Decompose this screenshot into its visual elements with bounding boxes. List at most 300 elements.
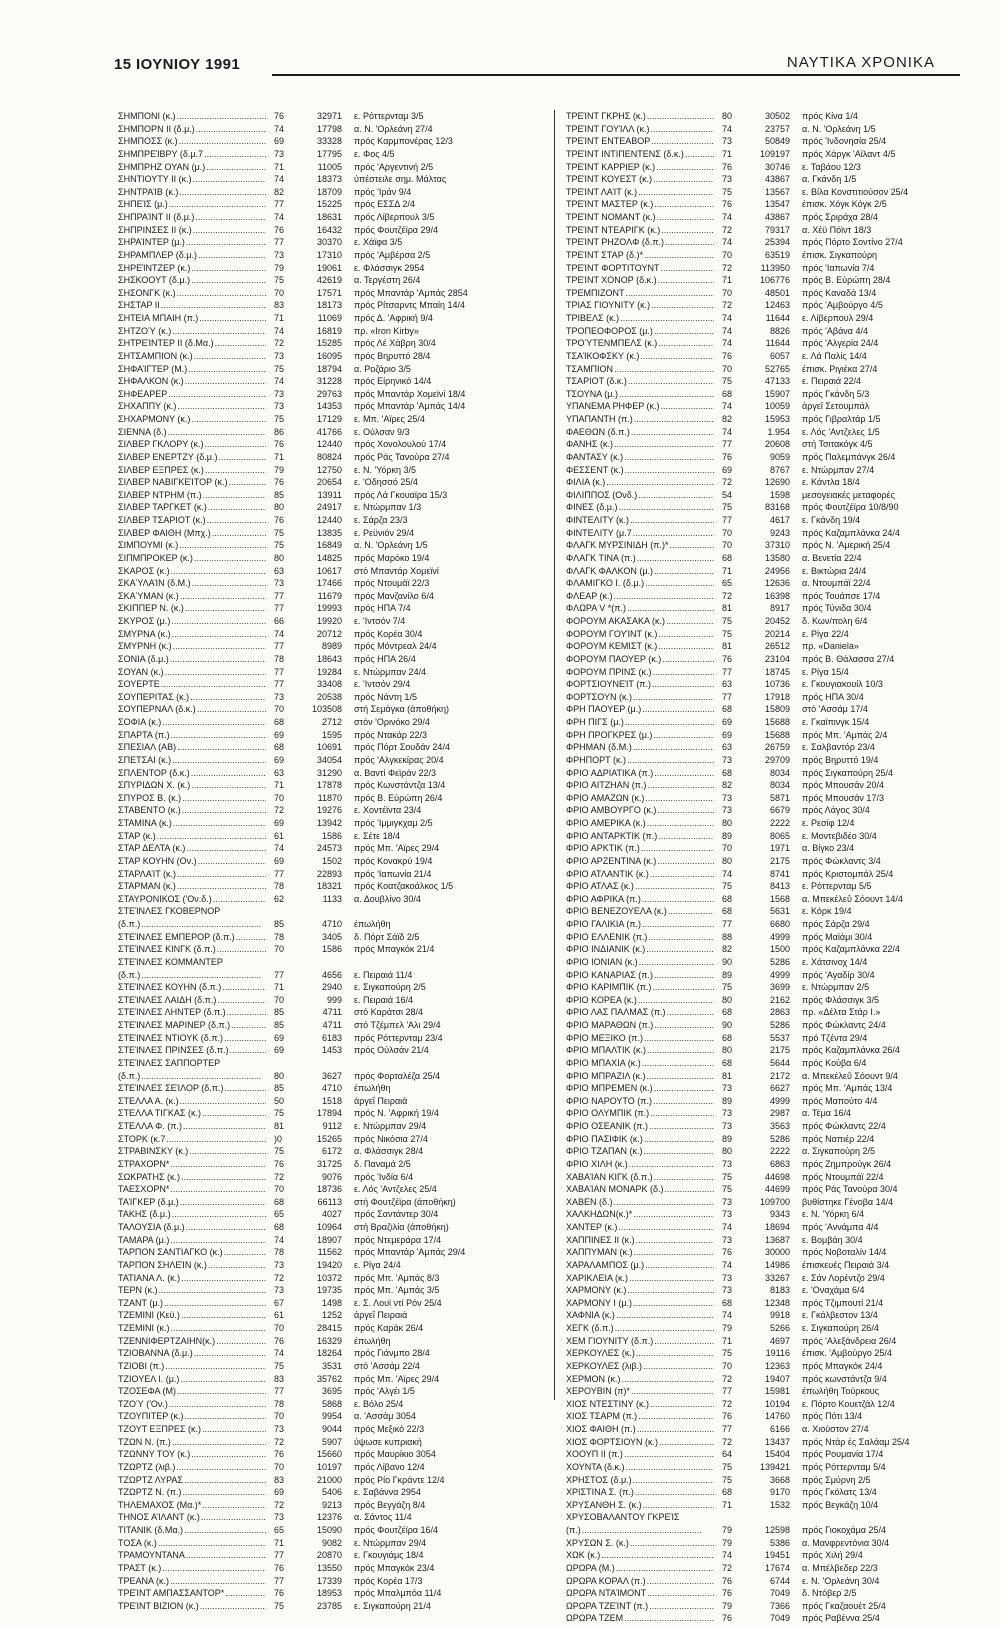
tonnage: 17795 xyxy=(316,148,342,159)
build-year: 76 xyxy=(274,1335,285,1346)
ship-row xyxy=(118,779,544,792)
ship-name: ΦΛΑΓΚ ΤΙΝΑ (π.) ..... xyxy=(566,552,714,565)
ship-location: πρός Ρίτσαρντς Μπαίη 14/4 xyxy=(354,300,466,311)
build-year: 72 xyxy=(722,262,733,273)
build-year: 74 xyxy=(722,868,733,879)
tonnage: 33408 xyxy=(316,679,342,690)
tonnage: 18736 xyxy=(316,1184,342,1195)
tonnage: 12440 xyxy=(316,515,342,525)
ship-location: πρός Φορταλέζα 25/4 xyxy=(354,1070,441,1081)
ship-row xyxy=(118,1461,544,1474)
tonnage: 16095 xyxy=(316,350,342,361)
tonnage: 18745 xyxy=(764,666,790,677)
ship-location: ε. Ταβάου 12/3 xyxy=(802,161,861,172)
tonnage: 2863 xyxy=(769,1007,790,1018)
tonnage: 23757 xyxy=(764,123,790,134)
ship-location: πρός Μαπούτο 4/4 xyxy=(802,1095,878,1106)
build-year: 75 xyxy=(274,414,285,424)
ship-location: πρός Μεξικό 22/3 xyxy=(354,1424,425,1434)
ship-name: ΣΗΦΑΛΚΟΝ (κ.) ..... xyxy=(118,375,266,388)
ship-name: ΧΟΥΝΤΑ (δ.κ.) ..... xyxy=(566,1461,714,1474)
tonnage: 9918 xyxy=(769,1310,790,1321)
ship-name: ΣΤΑΡΜΑΝ (κ.) ..... xyxy=(118,880,266,893)
build-year: 61 xyxy=(274,1310,285,1321)
tonnage: 44698 xyxy=(764,1171,790,1182)
ship-location: ε. Πόρτο Κουετζάλ 12/4 xyxy=(802,1398,895,1409)
tonnage: 4999 xyxy=(769,969,790,980)
ship-name: ΦΟΡΤΣΙΟΥΝΕΊΤ (π.) ..... xyxy=(566,678,714,691)
build-year: 76 xyxy=(274,1562,285,1573)
ship-row xyxy=(118,161,544,174)
ship-row xyxy=(118,262,544,275)
ship-name: ΣΟΥΑΝ (κ.) ..... xyxy=(118,666,266,679)
ship-name: ΧΙΟΣ ΦΑΙΘΗ (π.) ..... xyxy=(566,1423,714,1436)
ship-location: πρός Γκαζαουέτ 25/4 xyxy=(802,1600,886,1611)
build-year: 76 xyxy=(274,477,285,488)
tonnage: 1971 xyxy=(769,843,790,854)
ship-location: πρός Γκάνδη 5/3 xyxy=(802,388,870,399)
ship-location: πρός Λέ Χάβρη 30/4 xyxy=(354,338,436,349)
ship-location: πρός 'Αλεξάνδρεια 26/4 xyxy=(802,1335,897,1346)
ship-location: πρός Φλάσσιγκ 3/5 xyxy=(802,994,880,1005)
ship-row xyxy=(566,451,992,464)
ship-location: α. Σιγκαπούρη 2/5 xyxy=(802,1146,876,1157)
tonnage: 2987 xyxy=(769,1108,790,1119)
ship-name: ΣΤΕΊΝΛΕΣ ΛΑΙΔΗ (δ.π.) ..... xyxy=(118,994,266,1007)
tonnage: 15907 xyxy=(764,388,790,399)
tonnage: 9954 xyxy=(321,1411,342,1422)
ship-row xyxy=(566,767,992,780)
ship-name: ΦΡΙΟ ΑΜΒΟΥΡΓΟ (κ.) ..... xyxy=(566,804,714,817)
ship-location: στόν 'Ορινόκο 29/4 xyxy=(354,717,430,727)
ship-location: πρός Λάγος 30/4 xyxy=(802,805,870,816)
build-year: 71 xyxy=(274,780,285,791)
ship-name: ΣΠΥΡΙΔΩΝ Χ. (κ.) ..... xyxy=(118,779,266,792)
tonnage: 999 xyxy=(326,994,342,1005)
ship-name: ΣΤΕΊΝΛΕΣ ΚΟΥΗΝ (δ.π.) ..... xyxy=(118,981,266,994)
ship-row xyxy=(118,678,544,691)
ship-location: ε. Πειραιά 16/4 xyxy=(354,994,414,1005)
tonnage: 2175 xyxy=(769,855,790,866)
tonnage: 22893 xyxy=(316,868,342,879)
ship-row xyxy=(566,224,992,237)
ship-location: πρός 'Ινδονησία 25/4 xyxy=(802,136,887,147)
ship-location: α. Ν. 'Ορλεάνη 1/5 xyxy=(802,123,876,134)
tonnage: 4027 xyxy=(321,1209,342,1220)
ship-location: πρός 'Αλγκεκίρας 20/4 xyxy=(354,754,444,765)
ship-name: ΤΖΙΟΒΙ (π.) ..... xyxy=(118,1360,266,1373)
build-year: 89 xyxy=(722,1133,733,1144)
ship-row xyxy=(566,400,992,413)
ship-location: πρός 'Αλγερία 24/4 xyxy=(802,338,879,349)
ship-location: πρός Γκόλατς 13/4 xyxy=(802,1487,877,1498)
ship-name: ΣΠΕΣΙΑΛ (ΑΒ) ..... xyxy=(118,741,266,754)
tonnage: 12463 xyxy=(764,300,790,311)
tonnage: 3668 xyxy=(769,1474,790,1485)
tonnage: 48501 xyxy=(764,287,790,298)
ship-location: πρός Γιβραλτάρ 1/5 xyxy=(802,414,881,424)
tonnage: 1568 xyxy=(769,893,790,904)
tonnage: 35762 xyxy=(316,1373,342,1384)
ship-location: πρός Λίβερπουλ 3/5 xyxy=(354,212,435,222)
ship-name: ΤΡΕΊΝΤ ΣΤΑΡ (δ.)* ..... xyxy=(566,249,714,262)
tonnage: 24917 xyxy=(316,502,342,513)
ship-location: πρός Φώκλαντς 22/4 xyxy=(802,1121,886,1131)
build-year: 69 xyxy=(722,729,733,740)
tonnage: 13687 xyxy=(764,1234,790,1245)
ship-row xyxy=(118,464,544,477)
build-year: 81 xyxy=(722,641,733,652)
tonnage: 7366 xyxy=(769,1600,790,1611)
ship-location: ε. Ντώρμπαν 1/3 xyxy=(354,502,422,513)
ship-row xyxy=(118,817,544,830)
ship-location: α. Φλάσσιγκ 28/4 xyxy=(354,1146,424,1157)
ship-row xyxy=(118,211,544,224)
ship-name: ΦΡΙΟ ΜΕΞΙΚΟ (π.) ..... xyxy=(566,1032,714,1045)
build-year: 77 xyxy=(722,1424,733,1434)
tonnage: 18373 xyxy=(316,174,342,185)
ship-name: ΤΡΕΊΝΤ ΡΗΖΟΛΦ (δ.π.) ..... xyxy=(566,236,714,249)
ship-row xyxy=(566,1259,992,1272)
ship-location: πρός 'Ινδία 6/4 xyxy=(354,1171,414,1182)
ship-row xyxy=(118,1006,544,1019)
ship-location: ε. Ντώρμπαν 29/4 xyxy=(354,1121,427,1131)
ship-location: πρός Κίνα 1/4 xyxy=(802,111,858,121)
tonnage: 11069 xyxy=(317,313,342,323)
ship-row xyxy=(118,1448,544,1461)
ship-name: ΧΑΒΑΊΑΝ ΚΙΓΚ (δ.π.) ..... xyxy=(566,1171,714,1184)
build-year: 74 xyxy=(722,123,733,134)
ship-name: ΤΑΛΟΥΣΙΑ (δ.μ.) ..... xyxy=(118,1221,266,1234)
build-year: 65 xyxy=(274,1525,285,1535)
ship-row xyxy=(566,1120,992,1133)
ship-name: ΣΙΛΒΕΡ ΕΝΕΡΤΖΥ (δ.μ.) ..... xyxy=(118,451,266,464)
build-year: 73 xyxy=(274,249,285,260)
ship-name: ΣΗΧΑΡΜΟΝΥ (κ.) ..... xyxy=(118,413,266,426)
ship-row xyxy=(118,1398,544,1411)
ship-row xyxy=(118,1511,544,1524)
ship-location: πρός Μπ. 'Αμπάς 2/4 xyxy=(802,729,888,740)
ship-name: ΣΤΕΊΝΛΕΣ ΕΜΠΕΡΟΡ (δ.π.) ..... xyxy=(118,931,266,944)
tonnage: 19276 xyxy=(316,805,342,816)
ship-row xyxy=(566,1575,992,1588)
ship-row xyxy=(118,956,544,969)
build-year: 70 xyxy=(274,1461,285,1472)
build-year: 82 xyxy=(722,944,733,955)
build-year: 75 xyxy=(722,1348,733,1359)
ship-location: πρός Βηρυττό 28/4 xyxy=(354,350,431,361)
tonnage: 4710 xyxy=(321,919,342,929)
ship-name: ΣΙΛΒΕΡ ΤΣΑΡΙΟΤ (κ.) ..... xyxy=(118,514,266,527)
build-year: 72 xyxy=(274,338,285,349)
build-year: 75 xyxy=(722,1461,733,1472)
ship-row xyxy=(118,1221,544,1234)
ship-location: πρός Κορέα 30/4 xyxy=(354,628,423,639)
tonnage: 8826 xyxy=(769,325,790,336)
ship-name: ΦΑΕΘΩΝ (δ.π.) ..... xyxy=(566,426,714,439)
ship-name: ΣΗΤΕΙΑ ΜΠΑΙΗ (π.) ..... xyxy=(118,312,266,325)
ship-name: ΤΖΟΎ ('Ον.) ..... xyxy=(118,1398,266,1411)
ship-name: ΤΖΩΡΤΖ (λιβ.) ..... xyxy=(118,1461,266,1474)
ship-name: ΣΗΠΕΊΣ (μ.) ..... xyxy=(118,198,266,211)
build-year: 77 xyxy=(274,237,285,248)
ship-location: πρός Ντουμάϊ 22/3 xyxy=(354,578,430,589)
ship-location: πρός Ντακάρ 22/3 xyxy=(354,729,428,740)
tonnage: 17466 xyxy=(316,578,342,589)
ship-location: πρός 'Αργεντινή 2/5 xyxy=(354,161,434,172)
tonnage: 20538 xyxy=(316,691,342,702)
build-year: 76 xyxy=(722,1575,733,1586)
ship-name: ΧΑΝΤΕΡ (κ.) ..... xyxy=(566,1221,714,1234)
ship-list-left-column xyxy=(118,110,544,1612)
ship-row xyxy=(566,855,992,868)
ship-name: ΣΗΜΠΡΕΊΒΡΥ (δ.μ.7 ..... xyxy=(118,148,266,161)
tonnage: 31290 xyxy=(316,767,342,778)
ship-row xyxy=(118,905,544,918)
tonnage: 1133 xyxy=(322,893,342,904)
build-year: 74 xyxy=(722,338,733,349)
tonnage: 19993 xyxy=(316,603,342,614)
build-year: 69 xyxy=(722,464,733,475)
build-year: 73 xyxy=(274,350,285,361)
ship-name: ΣΜΥΡΝΑ (κ.) ..... xyxy=(118,628,266,641)
build-year: 73 xyxy=(722,136,733,147)
ship-location: ε. Λός 'Αντζελες 25/4 xyxy=(354,1184,437,1195)
ship-name: ΣΤΑΡ ΔΕΛΤΑ (κ.) ..... xyxy=(118,842,266,855)
tonnage: 103508 xyxy=(311,704,342,715)
tonnage: 17674 xyxy=(764,1562,790,1573)
build-year: 74 xyxy=(722,426,733,437)
tonnage: 10617 xyxy=(316,565,342,576)
ship-location: ε. Φλάσσιγκ 2954 xyxy=(354,262,425,273)
ship-location: πρός Κονακρύ 19/4 xyxy=(354,855,433,866)
build-year: 86 xyxy=(274,426,285,437)
build-year: 85 xyxy=(274,919,285,929)
build-year: 73 xyxy=(274,1424,285,1434)
tonnage: 1532 xyxy=(769,1499,790,1510)
build-year: 70 xyxy=(722,363,733,374)
ship-row xyxy=(118,363,544,376)
ship-name: ΦΡΙΟ ΜΠΡΕΜΕΝ (κ.) ..... xyxy=(566,1082,714,1095)
ship-row xyxy=(566,514,992,527)
ship-row xyxy=(118,413,544,426)
ship-row xyxy=(566,994,992,1007)
ship-row xyxy=(118,325,544,338)
ship-name: ΤΖΑΝΤ (μ.) ..... xyxy=(118,1297,266,1310)
build-year: 83 xyxy=(274,1474,285,1485)
ship-name: ΤΖΩΝ Ν. (π.) ..... xyxy=(118,1436,266,1449)
ship-location: ε. Βόλο 25/4 xyxy=(354,1398,404,1409)
ship-row xyxy=(118,249,544,262)
tonnage: 5537 xyxy=(769,1032,790,1043)
ship-location: α. Σάντος 11/4 xyxy=(354,1512,412,1523)
build-year: 85 xyxy=(274,1007,285,1018)
build-year: 75 xyxy=(274,1600,285,1611)
ship-location: έπισκ. 'Αμβούργο 25/4 xyxy=(802,1348,892,1359)
tonnage: 17571 xyxy=(316,287,342,298)
tonnage: 8917 xyxy=(769,603,790,614)
ship-name: ΩΡΩΡΑ ΤΖΕΜ ..... xyxy=(566,1612,714,1625)
build-year: 75 xyxy=(274,275,285,286)
ship-row xyxy=(566,1587,992,1600)
build-year: 76 xyxy=(722,1613,733,1624)
ship-location: πρός Φώκλαντς 3/4 xyxy=(802,855,881,866)
build-year: 73 xyxy=(274,148,285,159)
ship-name: ΤΙΤΑΝΙΚ (δ.Μα.) ..... xyxy=(118,1524,266,1537)
ship-name: ΦΡΗ ΠΙΓΣ (μ.) ..... xyxy=(566,716,714,729)
ship-name: ΦΡΙΟ ΛΑΣ ΠΑΛΜΑΣ (π.) ..... xyxy=(566,1006,714,1019)
ship-location: ε. Χάτσινοχ 14/4 xyxy=(802,956,868,967)
ship-name: ΧΙΟΣ ΤΣΑΡΜ (π.) ..... xyxy=(566,1410,714,1423)
ship-name: ΣΗΡΕΊΝΤΖΕΡ (κ.) ..... xyxy=(118,262,266,275)
tonnage: 12348 xyxy=(764,1297,790,1308)
ship-location: άργεΐ Πειραιά xyxy=(354,1095,408,1106)
ship-row xyxy=(566,1410,992,1423)
build-year: 69 xyxy=(274,1487,285,1498)
ship-row xyxy=(566,1524,992,1537)
ship-row xyxy=(566,476,992,489)
ship-name: ΣΚΑΎΜΑΝ (κ.) ..... xyxy=(118,590,266,603)
tonnage: 1252 xyxy=(321,1310,342,1321)
build-year: 70 xyxy=(274,994,285,1005)
ship-location: στό 'Ασσάμ 22/4 xyxy=(354,1360,420,1371)
ship-location: πρός Τύνιδα 30/4 xyxy=(802,603,872,614)
ship-row xyxy=(118,426,544,439)
ship-location: α. Βενετία 22/4 xyxy=(802,552,862,563)
ship-row xyxy=(118,653,544,666)
build-year: 66 xyxy=(274,616,285,626)
tonnage: 15225 xyxy=(316,199,342,210)
build-year: 69 xyxy=(274,818,285,828)
ship-name: ΤΡΕΊΝΤ ΚΟΥΕΣΤ (κ.) ..... xyxy=(566,173,714,186)
ship-location: α. Ντουμπάϊ 22/4 xyxy=(802,578,871,589)
tonnage: 32971 xyxy=(316,111,342,121)
ship-row xyxy=(566,1221,992,1234)
ship-location: στή Σεμάγκα (άποθήκη) xyxy=(354,704,449,715)
ship-row xyxy=(566,830,992,843)
ship-name: ΤΡΙΒΕΛΣ (κ.) ..... xyxy=(566,312,714,325)
build-year: 71 xyxy=(722,148,733,159)
build-year: 68 xyxy=(722,1032,733,1043)
ship-row xyxy=(118,110,544,123)
ship-location: α. Ν. 'Ορλεάνη 27/4 xyxy=(354,123,433,134)
build-year: 73 xyxy=(722,1272,733,1283)
ship-location: μεσογειακές μεταφορές xyxy=(802,489,895,500)
build-year: 76 xyxy=(722,161,733,172)
ship-row xyxy=(118,527,544,540)
ship-row xyxy=(118,1044,544,1057)
ship-location: πρός Φουτζέϊρα 10/8/90 xyxy=(802,502,899,513)
ship-name: ΧΕΡΚΟΥΛΕΣ (λιβ.) ..... xyxy=(566,1360,714,1373)
build-year: 73 xyxy=(722,792,733,803)
tonnage: 16819 xyxy=(316,325,342,336)
ship-name: ΦΡΙΟ ΑΡΖΕΝΤΙΝΑ (κ.) ..... xyxy=(566,855,714,868)
ship-location: πρός 'Ιαπωνία 7/4 xyxy=(802,262,875,273)
ship-location: πρός Μαυρίκιο 3054 xyxy=(354,1449,436,1460)
ship-location: ε. Ν. 'Ορλεάνη 30/4 xyxy=(802,1575,880,1586)
tonnage: 9076 xyxy=(321,1171,342,1182)
ship-row xyxy=(118,186,544,199)
ship-name: ΣΤΑΜΙΝΑ (κ.) ..... xyxy=(118,817,266,830)
tonnage: 29709 xyxy=(764,754,790,765)
ship-row xyxy=(566,236,992,249)
build-year: 77 xyxy=(274,1575,285,1586)
build-year: 80 xyxy=(722,111,733,121)
build-year: 73 xyxy=(722,754,733,765)
build-year: 70 xyxy=(274,792,285,803)
ship-row xyxy=(566,337,992,350)
ship-row xyxy=(566,413,992,426)
tonnage: 18643 xyxy=(316,653,342,664)
tonnage: 13550 xyxy=(316,1562,342,1573)
build-year: 74 xyxy=(722,1310,733,1321)
build-year: 73 xyxy=(274,401,285,412)
tonnage: 5631 xyxy=(769,906,790,917)
build-year: 68 xyxy=(722,1007,733,1018)
ship-name: ΦΡΙΟ ΟΣΕΑΝΙΚ (π.) ..... xyxy=(566,1120,714,1133)
ship-row xyxy=(118,1385,544,1398)
build-year: 72 xyxy=(722,300,733,311)
ship-location: ε. Ν. 'Υόρκη 6/4 xyxy=(802,1209,865,1220)
build-year: 74 xyxy=(722,1259,733,1270)
tonnage: 5907 xyxy=(321,1436,342,1447)
tonnage: 15809 xyxy=(764,704,790,715)
ship-location: πρός Ρόττερνταμ 23/4 xyxy=(354,1032,443,1043)
ship-row xyxy=(566,905,992,918)
ship-location: πρός ΗΠΑ 26/4 xyxy=(354,653,416,664)
build-year: 69 xyxy=(274,1032,285,1043)
ship-name: ΧΩΚ (κ.) ..... xyxy=(566,1549,714,1562)
ship-location: πρός 'Αγαδίρ 30/4 xyxy=(802,969,875,980)
build-year: 76 xyxy=(274,1158,285,1169)
ship-row xyxy=(566,678,992,691)
ship-row xyxy=(118,123,544,136)
ship-name: ΣΗΤΡΕΊΝΤΕΡ ΙΙ (δ.Μα.) ..... xyxy=(118,337,266,350)
ship-list-right-column xyxy=(566,110,992,1625)
build-year: 73 xyxy=(722,1158,733,1169)
build-year: 69 xyxy=(274,729,285,740)
ship-name: ΦΡΙΟ ΜΠΑΧΙΑ (κ.) ..... xyxy=(566,1057,714,1070)
ship-name: ΤΖΟΣΕΦΑ (Μ) ..... xyxy=(118,1385,266,1398)
tonnage: 11644 xyxy=(765,313,790,323)
build-year: 65 xyxy=(722,578,733,589)
ship-row xyxy=(566,1057,992,1070)
ship-row xyxy=(566,1208,992,1221)
ship-row xyxy=(566,817,992,830)
ship-row xyxy=(566,1360,992,1373)
ship-location: ε. Χοντέϊντα 23/4 xyxy=(354,805,422,816)
build-year: 80 xyxy=(722,855,733,866)
ship-row xyxy=(118,1587,544,1600)
ship-row xyxy=(118,1537,544,1550)
build-year: 89 xyxy=(722,969,733,980)
tonnage: 19116 xyxy=(765,1348,790,1359)
build-year: 74 xyxy=(722,237,733,248)
build-year: 85 xyxy=(274,1083,285,1094)
tonnage: 63519 xyxy=(764,249,790,260)
build-year: 80 xyxy=(274,502,285,513)
tonnage: 5286 xyxy=(769,1133,790,1144)
ship-row xyxy=(118,1322,544,1335)
ship-row xyxy=(118,931,544,944)
ship-name: ΤΡΕΊΝΤ ΑΜΠΑΣΣΑΝΤΟΡ* ..... xyxy=(118,1587,266,1600)
ship-location: ε. Ρίγα 24/4 xyxy=(354,1259,401,1270)
build-year: 75 xyxy=(722,616,733,626)
tonnage: 10194 xyxy=(764,1398,790,1409)
build-year: 73 xyxy=(722,1108,733,1119)
build-year: 75 xyxy=(274,540,285,551)
ship-name: ΣΤΕΛΛΑ Α. (κ.) ..... xyxy=(118,1095,266,1108)
